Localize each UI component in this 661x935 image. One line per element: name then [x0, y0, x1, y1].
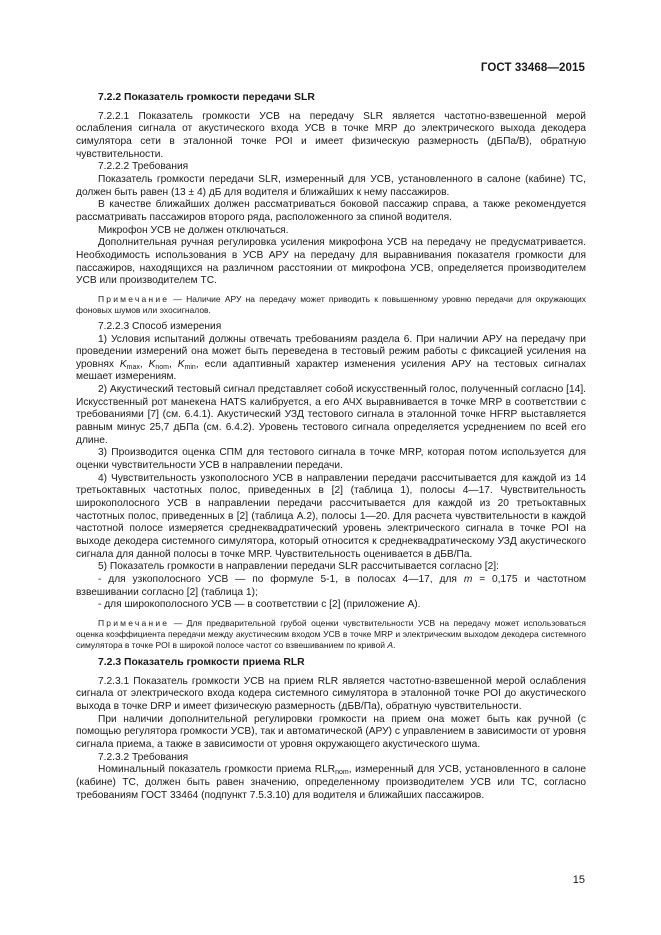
paragraph: 7.2.3.1 Показатель громкости УСВ на прием RLR является частотно-взвешенной мерой ослабления сигнала от электрического входа кодера системного симулятора в эталонной точке POI до акустического выхода в точке DRP и имеет физическую размерность (дБВ/Па), обратную чувствительности. [76, 675, 586, 712]
paragraph: 7.2.3.2 Требования [98, 751, 189, 763]
text-run: , измеренный для УСВ, установленного в салоне (кабине) ТС, должен быть равен значению, определенному производителем УСВ или ТС, согласно требованиям ГОСТ 33464 (подпункт 7.5.3.10) для водителя и ближайших пассажиров. [76, 764, 586, 801]
paragraph: - для широкополосного УСВ — в соответствии с [2] (приложение А). [98, 599, 421, 611]
sub-nom: nom [335, 769, 349, 777]
paragraph: 2) Акустический тестовый сигнал представляет собой искусственный голос, полученный согласно [14]. Искусственный рот манекена HATS калибруется, а его АЧХ выравнивается в точке MRP в соответствии с требованиями [7] (см. 6.4.1). Акустический УЗД тестового сигнала в эталонной точке HFRP выставляется равным минус 25,7 дБПа (см. 6.4.2). Уровень тестового сигнала определяется усреднением по всей его длине. [76, 384, 586, 446]
text-run: = 0,175 и частотном взвешивании согласно [2] (таблица 1); [76, 573, 586, 598]
sub-max: max [126, 363, 140, 371]
paragraph: 5) Показатель громкости в направлении передачи SLR рассчитывается согласно [2]: [98, 561, 499, 573]
paragraph: 7.2.2.1 Показатель громкости УСВ на передачу SLR является частотно-взвешенной мерой ослабления сигнала от акустического входа УСВ в точке MRP до электрического выхода декодера симулятора сети в эталонной точке POI и имеет физическую размерность (дБПа/В), обратную чувствительности. [76, 110, 586, 160]
paragraph: 1) Условия испытаний должны отвечать требованиям раздела 6. При наличии АРУ на передачу при проведении измерений она может быть переведена в тестовый режим работы с фиксацией усиления на уровнях $K_{max}$, $K_{nom}$, $K_{min}$, если адаптивный характер изменения усиления АРУ на тестовых сигналах мешает измерениям. [76, 333, 586, 383]
sub-min: min [184, 363, 196, 371]
note-text: — Для предварительной грубой оценки чувствительности УСВ на передачу может использоваться оценка коэффициента передачи между акустическим входом УСВ в точке MRP и электрическим выходом декодера системного симулятора в точке POI в широкой полосе частот со взвешиванием по кривой [76, 617, 586, 650]
note-label: Примечание [98, 617, 170, 628]
document-header-id: ГОСТ 33468—2015 [480, 62, 585, 74]
sub-nom: nom [155, 363, 170, 371]
paragraph [76, 574, 586, 599]
note-label: Примечание [98, 293, 170, 304]
var-m: m [463, 573, 473, 585]
text-run: - для узкополосного УСВ — по формуле 5-1, в полосах 4—17, для [98, 573, 464, 585]
document-body [76, 92, 586, 802]
page-number: 15 [572, 874, 585, 886]
var-k: K [148, 358, 156, 370]
paragraph: 4) Чувствительность узкополосного УСВ в направлении передачи рассчитывается для каждой из 14 третьоктавных частотных полос, приведенных в [2] (таблица 1), полосы 4—17. Чувствительность широкополосного УСВ в направлении передачи рассчитывается для каждой из 20 третьоктавных частотных полос, приведенных в [2] (таблица А.2), полосы 1—20. Для расчета чувствительности в каждой частотной полосе измеряется среднеквадратический уровень электрического сигнала в точке POI на выходе декодера системного симулятора, который относится к среднеквадратическому УЗД акустического сигнала для данной полосы в точке MRP. Чувствительность оценивается в дБВ/Па. [76, 472, 586, 560]
paragraph: 7.2.2.3 Способ измерения [98, 320, 222, 332]
section-722-title: 7.2.2 Показатель громкости передачи SLR [98, 92, 315, 103]
paragraph: При наличии дополнительной регулировки громкости на прием она может быть как ручной (с помощью регулятора громкости УСВ), так и автоматической (АРУ) с управлением в зависимости от уровня сигнала приема, а также в зависимости от уровня окружающего акустического шума. [76, 713, 586, 750]
paragraph: Дополнительная ручная регулировка усиления микрофона УСВ на передачу не предусматривается. Необходимость использования в УСВ АРУ на передачу для выравнивания показателя громкости для пассажиров, находящихся на различном расстоянии от микрофона УСВ, определяется производителем УСВ или производителем ТС. [76, 237, 586, 287]
paragraph: 3) Производится оценка СПМ для тестового сигнала в точке MRP, которая потом используется для оценки чувствительности УСВ в направлении передачи. [76, 447, 586, 472]
paragraph: 7.2.2.2 Требования [98, 161, 189, 173]
text-run: 1) Условия испытаний должны отвечать требованиям раздела 6. При наличии АРУ на передачу при проведении измерений она может быть переведена в тестовый режим работы с фиксацией усиления на уровнях [76, 333, 586, 370]
paragraph [76, 764, 586, 802]
var-a: A [387, 639, 394, 650]
note-1 [76, 294, 586, 316]
paragraph: Микрофон УСВ не должен отключаться. [98, 224, 289, 236]
text-run: , если адаптивный характер изменения усиления АРУ на тестовых сигналах мешает измерениям. [76, 358, 586, 383]
var-k: K [177, 358, 185, 370]
note-2 [76, 618, 586, 651]
paragraph: В качестве ближайших должен рассматриваться боковой пассажир справа, а также рекомендуется рассматривать пассажиров второго ряда, расположенного за спиной водителя. [76, 199, 586, 223]
paragraph: Показатель громкости передачи SLR, измеренный для УСВ, установленного в салоне (кабине) ТС, должен быть равен (13 ± 4) дБ для водителя и ближайших к нему пассажиров. [76, 173, 586, 198]
section-723-title: 7.2.3 Показатель громкости приема RLR [98, 656, 305, 668]
var-k: K [119, 358, 127, 370]
text-run: Номинальный показатель громкости приема RLR [98, 764, 336, 776]
note-end: . [393, 639, 396, 650]
note-text: — Наличие АРУ на передачу может приводить к повышенному уровню передачи для окружающих фоновых шумов или эхосигналов. [76, 293, 586, 315]
